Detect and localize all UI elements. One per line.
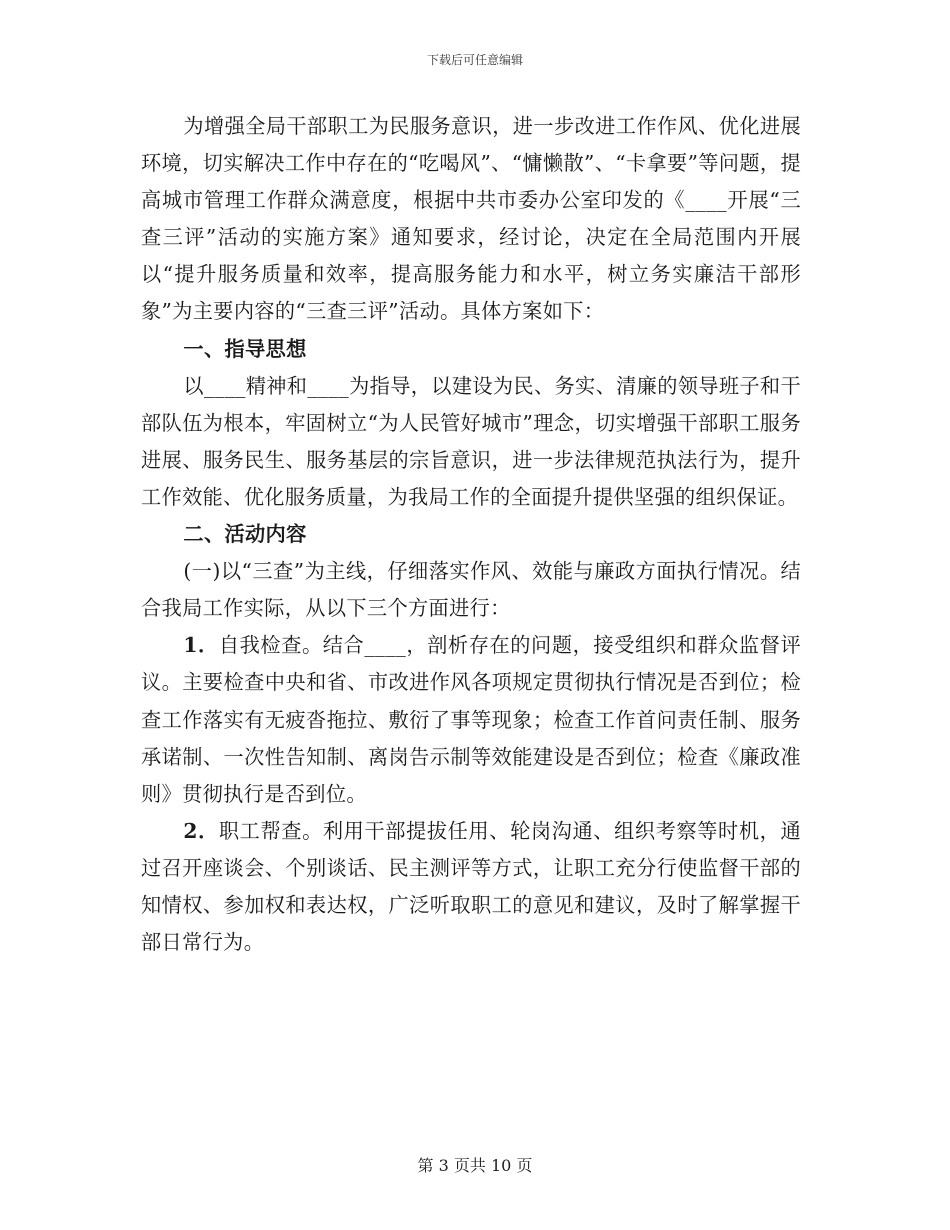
item-number: 1． <box>183 633 219 658</box>
section-heading-guiding-ideology: 一、指导思想 <box>183 336 307 361</box>
item-staff-check <box>141 813 801 961</box>
sub-item-1-paragraph: (一)以“三查”为主线，仔细落实作风、效能与廉政方面执行情况。结合我局工作实际，从以下三个方面进行： <box>141 559 801 621</box>
item-number: 2． <box>183 818 219 843</box>
document-body <box>141 108 801 961</box>
item-text: 自我检查。结合____，剖析存在的问题，接受组织和群众监督评议。主要检查中央和省、市改进作风各项规定贯彻执行情况是否到位；检查工作落实有无疲沓拖拉、敷衍了事等现象；检查工作首问责任制、服务承诺制、一次性告知制、离岗告示制等效能建设是否到位；检查《廉政准则》贯彻执行是否到位。 <box>141 633 801 806</box>
guiding-ideology-paragraph: 以____精神和____为指导，以建设为民、务实、清廉的领导班子和干部队伍为根本，牢固树立“为人民管好城市”理念，切实增强干部职工服务进展、服务民生、服务基层的宗旨意识，进一步法律规范执法行为，提升工作效能、优化服务质量，为我局工作的全面提升提供坚强的组织保证。 <box>141 373 801 509</box>
page-footer: 第 3 页共 10 页 <box>417 1156 533 1175</box>
header-note: 下载后可任意编辑 <box>426 53 523 67</box>
item-text: 职工帮查。利用干部提拔任用、轮岗沟通、组织考察等时机，通过召开座谈会、个别谈话、民主测评等方式，让职工充分行使监督干部的知情权、参加权和表达权，广泛听取职工的意见和建议，及时了解掌握干部日常行为。 <box>141 818 801 955</box>
item-self-check <box>141 627 801 812</box>
section-heading-activity-content: 二、活动内容 <box>183 522 307 547</box>
intro-paragraph: 为增强全局干部职工为民服务意识，进一步改进工作作风、优化进展环境，切实解决工作中存在的“吃喝风”、“慵懒散”、“卡拿要”等问题，提高城市管理工作群众满意度，根据中共市委办公室印发的《____开展“三查三评”活动的实施方案》通知要求，经讨论，决定在全局范围内开展以“提升服务质量和效率，提高服务能力和水平，树立务实廉洁干部形象”为主要内容的“三查三评”活动。具体方案如下： <box>141 114 801 324</box>
